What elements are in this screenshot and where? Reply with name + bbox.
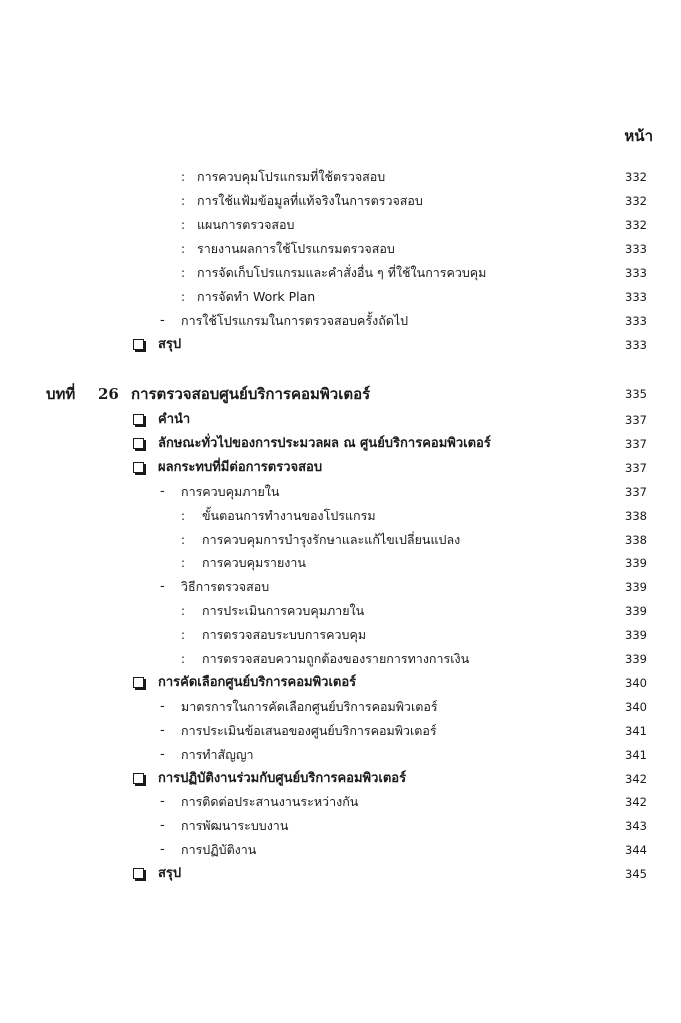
page-number: 339 [625,580,647,595]
page-number: 339 [625,604,647,619]
checkbox-bullet-icon [133,677,144,688]
page-number: 341 [625,723,647,738]
toc-entry[interactable] [0,695,681,719]
page-number: 343 [625,819,647,834]
entry-title: ผลกระทบที่มีต่อการตรวจสอบ [158,459,323,475]
page-number: 340 [625,675,647,690]
toc-entry[interactable] [0,237,681,261]
dash-bullet: - [160,722,165,738]
checkbox-bullet-icon [133,868,144,879]
page-number: 339 [625,628,647,643]
checkbox-bullet-icon [133,438,144,449]
toc-entry[interactable] [0,767,681,791]
entry-title: การจัดทำ Work Plan [197,289,316,304]
entry-title: การควบคุมการบำรุงรักษาและแก้ไขเปลี่ยนแปลง [202,531,461,547]
page-number: 335 [625,387,647,401]
toc-entry[interactable] [0,743,681,767]
entry-title: การใช้แฟ้มข้อมูลที่แท้จริงในการตรวจสอบ [197,193,423,208]
entry-title: แผนการตรวจสอบ [197,217,295,232]
colon-bullet: : [181,170,186,184]
colon-bullet: : [181,242,186,256]
toc-entry[interactable] [0,551,681,575]
entry-title: การควบคุมภายใน [181,483,280,499]
dash-bullet: - [160,313,165,328]
toc-entry[interactable] [0,647,681,671]
dash-bullet: - [160,842,165,858]
page-number: 337 [625,460,647,475]
entry-title: การติดต่อประสานงานระหว่างกัน [181,794,359,810]
toc-entry[interactable] [0,165,681,189]
chapter-title: การตรวจสอบศูนย์บริการคอมพิวเตอร์ [131,385,371,403]
toc-entry[interactable] [0,309,681,333]
dash-bullet: - [160,818,165,834]
page-number: 332 [625,170,647,184]
toc-entry[interactable] [0,862,681,886]
entry-title: มาตรการในการคัดเลือกศูนย์บริการคอมพิวเตอร์ [181,698,438,714]
entry-title: วิธีการตรวจสอบ [181,579,270,595]
toc-entry[interactable] [0,719,681,743]
page-number: 342 [625,771,647,786]
entry-title: สรุป [158,337,182,352]
toc-entry[interactable] [0,213,681,237]
page-number: 337 [625,436,647,451]
page-number: 339 [625,556,647,571]
page-number: 333 [625,242,647,256]
dash-bullet: - [160,698,165,714]
entry-title: คำนำ [158,412,191,427]
toc-entry[interactable] [0,671,681,695]
page-number: 339 [625,652,647,666]
toc-entry[interactable] [0,480,681,504]
entry-title: การตรวจสอบระบบการควบคุม [202,627,367,643]
page-number: 340 [625,699,647,714]
entry-title: การควบคุมรายงาน [202,555,306,571]
page-number: 333 [625,266,647,280]
entry-title: การประเมินการควบคุมภายใน [202,603,365,619]
page-number: 332 [625,194,647,208]
chapter-heading[interactable] [0,382,681,406]
checkbox-bullet-icon [133,773,144,784]
entry-title: การพัฒนาระบบงาน [181,818,289,834]
entry-title: การทำสัญญา [181,746,254,762]
toc-entry[interactable] [0,814,681,838]
toc-entry[interactable] [0,333,681,357]
colon-bullet: : [181,652,186,666]
toc-entry[interactable] [0,838,681,862]
colon-bullet: : [181,532,186,547]
toc-entry[interactable] [0,432,681,456]
toc-entry[interactable] [0,189,681,213]
page-number: 345 [625,867,647,882]
entry-title: ขั้นตอนการทำงานของโปรแกรม [202,507,376,523]
checkbox-bullet-icon [133,462,144,473]
chapter-number: 26 [98,385,119,403]
entry-title: การคัดเลือกศูนย์บริการคอมพิวเตอร์ [158,674,357,690]
page-number: 333 [625,338,647,352]
toc-entry[interactable] [0,623,681,647]
entry-title: การตรวจสอบความถูกต้องของรายการทางการเงิน [202,651,470,666]
entry-title: สรุป [158,866,182,882]
colon-bullet: : [181,556,186,571]
colon-bullet: : [181,194,186,208]
dash-bullet: - [160,746,165,762]
page-number: 333 [625,290,647,304]
entry-title: การปฏิบัติงานร่วมกับศูนย์บริการคอมพิวเตอร์ [158,770,407,786]
dash-bullet: - [160,483,165,499]
entry-title: รายงานผลการใช้โปรแกรมตรวจสอบ [197,241,395,256]
chapter-label: บทที่ [46,385,76,403]
entry-title: การควบคุมโปรแกรมที่ใช้ตรวจสอบ [197,169,386,184]
checkbox-bullet-icon [133,414,144,425]
toc-entry[interactable] [0,456,681,480]
colon-bullet: : [181,266,186,280]
entry-title: ลักษณะทั่วไปของการประมวลผล ณ ศูนย์บริการคอมพิวเตอร์ [158,435,491,451]
page-number: 337 [625,413,647,427]
toc-entry[interactable] [0,528,681,552]
dash-bullet: - [160,794,165,810]
toc-entry[interactable] [0,790,681,814]
colon-bullet: : [181,508,186,523]
page-number: 338 [625,532,647,547]
page-column-header: หน้า [624,127,653,145]
dash-bullet: - [160,579,165,595]
entry-title: การจัดเก็บโปรแกรมและคำสั่งอื่น ๆ ที่ใช้ในการควบคุม [197,265,487,280]
toc-entry[interactable] [0,504,681,528]
colon-bullet: : [181,628,186,643]
page-number: 342 [625,795,647,810]
checkbox-bullet-icon [133,339,144,350]
page-number: 344 [625,843,647,858]
entry-title: การปฏิบัติงาน [181,842,257,858]
page-number: 338 [625,508,647,523]
page-number: 333 [625,314,647,328]
entry-title: การใช้โปรแกรมในการตรวจสอบครั้งถัดไป [181,313,409,328]
page-number: 332 [625,218,647,232]
page-number: 341 [625,747,647,762]
toc-entry[interactable] [0,599,681,623]
toc-entry[interactable] [0,261,681,285]
entry-title: การประเมินข้อเสนอของศูนย์บริการคอมพิวเตอร์ [181,722,437,738]
colon-bullet: : [181,290,186,304]
toc-entry[interactable] [0,285,681,309]
toc-entry[interactable] [0,575,681,599]
toc-entry[interactable] [0,408,681,432]
colon-bullet: : [181,604,186,619]
colon-bullet: : [181,218,186,232]
page-number: 337 [625,484,647,499]
